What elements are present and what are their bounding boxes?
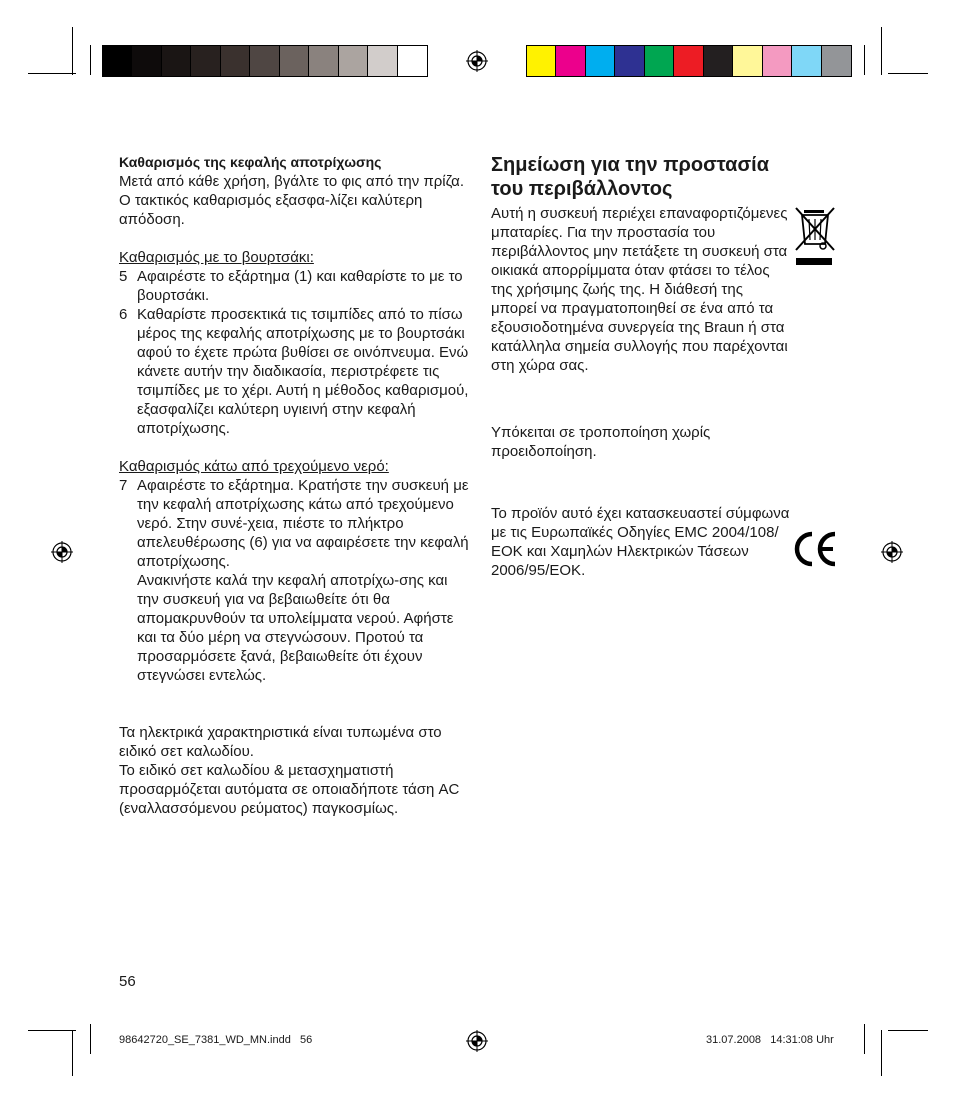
color-swatch [527,46,556,76]
color-swatch [586,46,615,76]
crop-mark [90,1024,91,1054]
water-heading: Καθαρισμός κάτω από τρεχούμενο νερό: [119,458,389,475]
electrical-info: Τα ηλεκτρικά χαρακτηριστικά είναι τυπωμένα στο ειδικό σετ καλωδίου. [119,724,442,760]
crop-mark [881,1030,882,1076]
step-text: Καθαρίστε προσεκτικά τις τσιμπίδες από το πίσω μέρος της κεφαλής αποτρίχωσης με το βουρτσάκι αφού το έχετε πρώτα βυθίσει σε οινόπνευμα. Ενώ κάνετε αυτήν την διαδικασία, περιστρέφετε τις τσιμπίδες με το χέρι. Αυτή η μέθοδος καθαρισμού, εξασφαλίζει καλύτερη υγιεινή στην κεφαλή αποτρίχωσης. [137,306,469,437]
color-swatch [733,46,762,76]
color-swatch [822,46,851,76]
color-swatch [191,46,220,76]
process-color-bar [526,45,852,77]
color-swatch [250,46,279,76]
color-swatch [339,46,368,76]
list-item [119,305,469,438]
grayscale-color-bar [102,45,428,77]
step-number: 6 [119,306,128,323]
cleaning-intro: Μετά από κάθε χρήση, βγάλτε το φις από την πρίζα. Ο τακτικός καθαρισμός εξασφα-λίζει καλύτερη απόδοση. [119,173,465,228]
step-text: Αφαιρέστε το εξάρτημα (1) και καθαρίστε το με το βουρτσάκι. [137,268,463,304]
step-number: 7 [119,477,128,494]
environment-text: Αυτή η συσκευή περιέχει επαναφορτιζόμενες μπαταρίες. Για την προστασία του περιβάλλοντος μην πετάξετε τη συσκευή στα οικιακά απορρίμματα όταν φτάσει το τέλος της χρήσιμης ζωής της. Η διάθεσή της μπορεί να πραγματοποιηθεί σε ένα από τα εξουσιοδοτημένα συνεργεία της Braun ή στα κατάλληλα σημεία συλλογής που παρέχονται στη χώρα σας. [491,205,788,374]
crop-mark [28,73,76,74]
list-item [119,267,469,305]
color-swatch [398,46,427,76]
color-swatch [162,46,191,76]
color-swatch [615,46,644,76]
crop-mark [90,45,91,75]
color-swatch [103,46,132,76]
color-swatch [556,46,585,76]
crop-mark [72,1030,73,1076]
ce-mark-icon [792,530,838,568]
step-number: 5 [119,268,128,285]
crop-mark [864,45,865,75]
brush-heading: Καθαρισμός με το βουρτσάκι: [119,249,314,266]
color-swatch [132,46,161,76]
registration-mark-icon [466,50,488,72]
ce-conformity-text: Το προϊόν αυτό έχει κατασκευαστεί σύμφωνα με τις Ευρωπαϊκές Οδηγίες EMC 2004/108/ΕΟΚ και Χαμηλών Ηλεκτρικών Τάσεων 2006/95/ΕΟΚ. [491,505,790,579]
color-swatch [704,46,733,76]
step-text-part: Αφαιρέστε το εξάρτημα. Κρατήστε την συσκευή με την κεφαλή αποτρίχωσης κάτω από τρεχούμενο νερό. Στην συνέ-χεια, πιέστε το πλήκτρο απελευθέρωσης (6) για να αφαιρέσετε την κεφαλή αποτρίχωσης. [137,477,469,570]
list-item [119,476,469,685]
right-column [491,153,791,580]
page-number: 56 [119,973,136,990]
color-swatch [645,46,674,76]
modification-notice: Υπόκειται σε τροποποίηση χωρίς προειδοποίηση. [491,424,711,460]
crop-mark [888,1030,928,1031]
crop-mark [864,1024,865,1054]
step-text [137,476,469,685]
color-swatch [221,46,250,76]
color-swatch [792,46,821,76]
step-text-part: Ανακινήστε καλά την κεφαλή αποτρίχω-σης και την συσκευή για να βεβαιωθείτε ότι θα απομακρυνθούν τα υπολείμματα νερού. Αφήστε και τα δύο μέρη να στεγνώσουν. Προτού τα προσαρμόσετε ξανά, βεβαιωθείτε ότι έχουν στεγνώσει εντελώς. [137,572,454,684]
environment-heading: Σημείωση για την προστασία του περιβάλλοντος [491,154,769,200]
crop-mark [28,1030,76,1031]
slug-file-info: 98642720_SE_7381_WD_MN.indd 56 [119,1034,313,1046]
slug-date: 31.07.2008 14:31:08 Uhr [706,1034,834,1046]
registration-mark-icon [466,1030,488,1052]
color-swatch [674,46,703,76]
crop-mark [881,27,882,75]
registration-mark-icon [51,541,73,563]
crop-mark [888,73,928,74]
left-column [119,153,469,818]
crossed-out-wheelie-bin-icon [794,206,836,266]
crop-mark [72,27,73,75]
electrical-info: Το ειδικό σετ καλωδίου & μετασχηματιστή προσαρμόζεται αυτόματα σε οποιαδήποτε τάση AC (εναλλασσόμενου ρεύματος) παγκοσμίως. [119,762,460,817]
color-swatch [763,46,792,76]
color-swatch [280,46,309,76]
color-swatch [309,46,338,76]
cleaning-title: Καθαρισμός της κεφαλής αποτρίχωσης [119,154,382,170]
registration-mark-icon [881,541,903,563]
color-swatch [368,46,397,76]
